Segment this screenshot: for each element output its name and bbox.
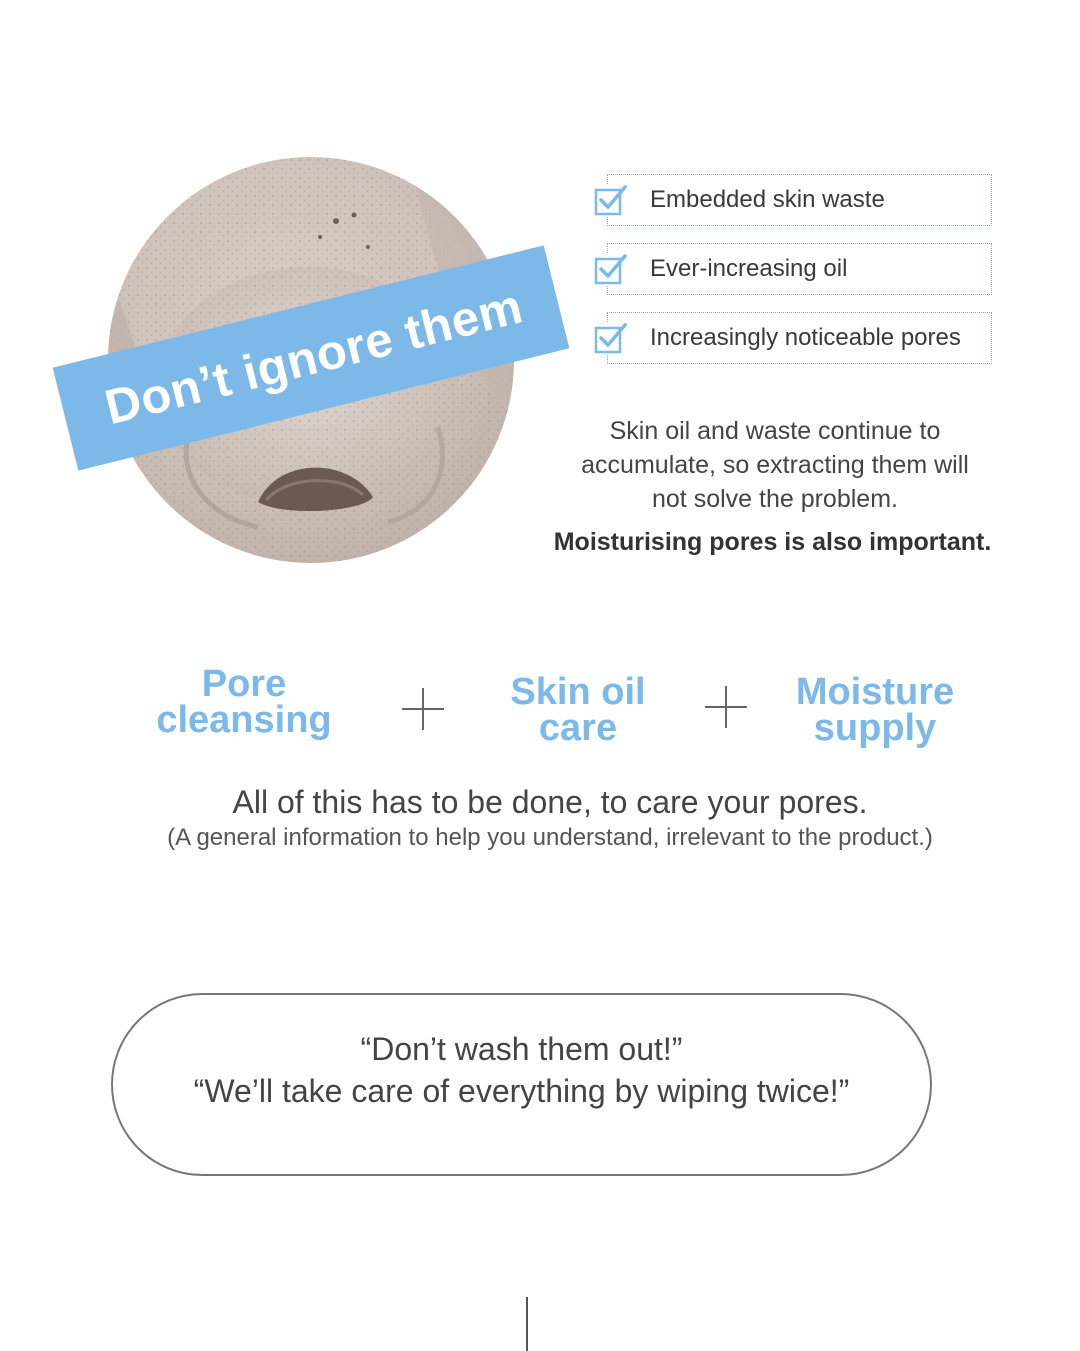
checked-box-icon [594, 253, 628, 285]
checklist-item [594, 312, 992, 364]
care-term-skin-oil-care [478, 671, 678, 749]
plus-icon [402, 688, 444, 730]
explanation-line: accumulate, so extracting them will [581, 451, 969, 479]
care-term-line: Pore [201, 663, 287, 705]
symptom-checklist [594, 174, 992, 381]
care-term-pore-cleansing [134, 663, 354, 741]
explanation-line: not solve the problem. [652, 485, 898, 513]
checklist-label: Embedded skin waste [650, 186, 885, 213]
care-term-moisture-supply [765, 671, 985, 749]
care-term-line: Moisture [795, 671, 955, 713]
care-term-line: care [538, 707, 618, 749]
care-term-line: cleansing [156, 699, 332, 741]
emphasis-text: Moisturising pores is also important. [553, 528, 992, 556]
care-term-line: Skin oil [510, 671, 646, 713]
checklist-label: Increasingly noticeable pores [650, 324, 961, 351]
plus-icon [705, 686, 747, 728]
checklist-item [594, 174, 992, 226]
checked-box-icon [594, 184, 628, 216]
disclaimer-text: (A general information to help you understand, irrelevant to the product.) [167, 824, 933, 851]
summary-text: All of this has to be done, to care your pores. [232, 784, 868, 820]
banner-text: Don’t ignore them [99, 279, 528, 436]
checklist-item [594, 243, 992, 295]
checklist-label: Ever-increasing oil [650, 255, 848, 282]
explanation-text [540, 414, 1010, 516]
quote-line: “We’ll take care of everything by wiping twice!” [193, 1073, 850, 1109]
section-divider [526, 1297, 528, 1351]
care-term-line: supply [813, 707, 937, 749]
quote-pill [111, 993, 932, 1176]
quote-line: “Don’t wash them out!” [360, 1031, 683, 1067]
explanation-line: Skin oil and waste continue to [609, 417, 941, 445]
checked-box-icon [594, 322, 628, 354]
